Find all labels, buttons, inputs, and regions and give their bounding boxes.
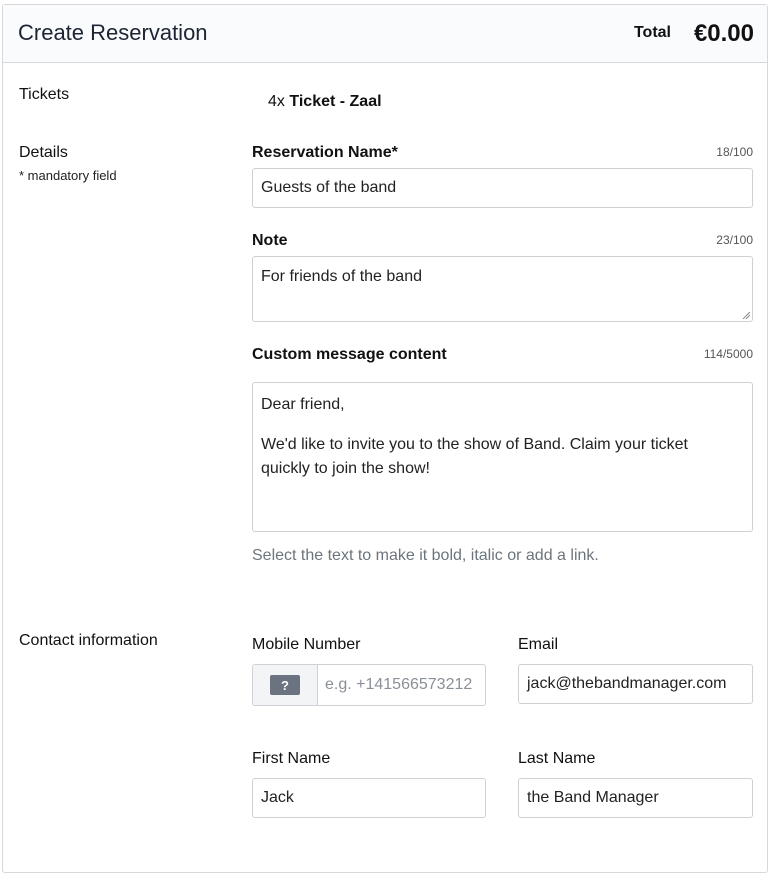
mobile-number-field[interactable] [252, 664, 486, 706]
reservation-name-label: Reservation Name* [252, 144, 398, 161]
ticket-name: Ticket - Zaal [289, 93, 382, 110]
last-name-value: the Band Manager [527, 789, 659, 806]
tickets-section-label: Tickets [19, 86, 70, 103]
custom-message-editor[interactable] [252, 382, 753, 532]
resize-grip-icon[interactable] [742, 311, 750, 319]
email-label: Email [518, 636, 559, 653]
note-textarea[interactable] [252, 256, 753, 322]
reservation-name-counter: 18/100 [716, 145, 753, 159]
note-label: Note [252, 232, 288, 249]
details-section-label: Details [19, 144, 68, 161]
country-code-selector[interactable] [253, 665, 318, 705]
ticket-line [268, 93, 382, 111]
card-header [3, 5, 767, 63]
ticket-quantity: 4x [268, 93, 285, 110]
last-name-label: Last Name [518, 750, 596, 767]
page-title: Create Reservation [18, 20, 208, 45]
last-name-input[interactable] [518, 778, 753, 818]
total-label: Total [633, 24, 671, 41]
contact-section-label: Contact information [19, 632, 158, 649]
mobile-number-input[interactable] [317, 665, 485, 705]
mobile-number-placeholder: e.g. +141566573212 [325, 676, 473, 693]
mandatory-field-note: * mandatory field [19, 168, 117, 183]
note-value: For friends of the band [261, 268, 422, 285]
reservation-name-input[interactable] [252, 168, 753, 208]
custom-message-line: Dear friend, [261, 396, 345, 413]
email-input[interactable] [518, 664, 753, 704]
custom-message-line: We'd like to invite you to the show of Band. Claim your ticket [261, 436, 688, 453]
custom-message-line: quickly to join the show! [261, 460, 430, 477]
first-name-input[interactable] [252, 778, 486, 818]
first-name-label: First Name [252, 750, 331, 767]
custom-message-counter: 114/5000 [703, 347, 753, 361]
total-value: €0.00 [693, 20, 754, 47]
email-value: jack@thebandmanager.com [527, 675, 727, 692]
reservation-card [2, 4, 768, 873]
first-name-value: Jack [261, 789, 294, 806]
reservation-name-value: Guests of the band [261, 179, 397, 196]
note-counter: 23/100 [716, 233, 753, 247]
unknown-flag-icon: ? [270, 675, 300, 695]
custom-message-label: Custom message content [252, 346, 447, 363]
mobile-number-label: Mobile Number [252, 636, 361, 653]
editor-hint: Select the text to make it bold, italic or add a link. [252, 547, 599, 564]
